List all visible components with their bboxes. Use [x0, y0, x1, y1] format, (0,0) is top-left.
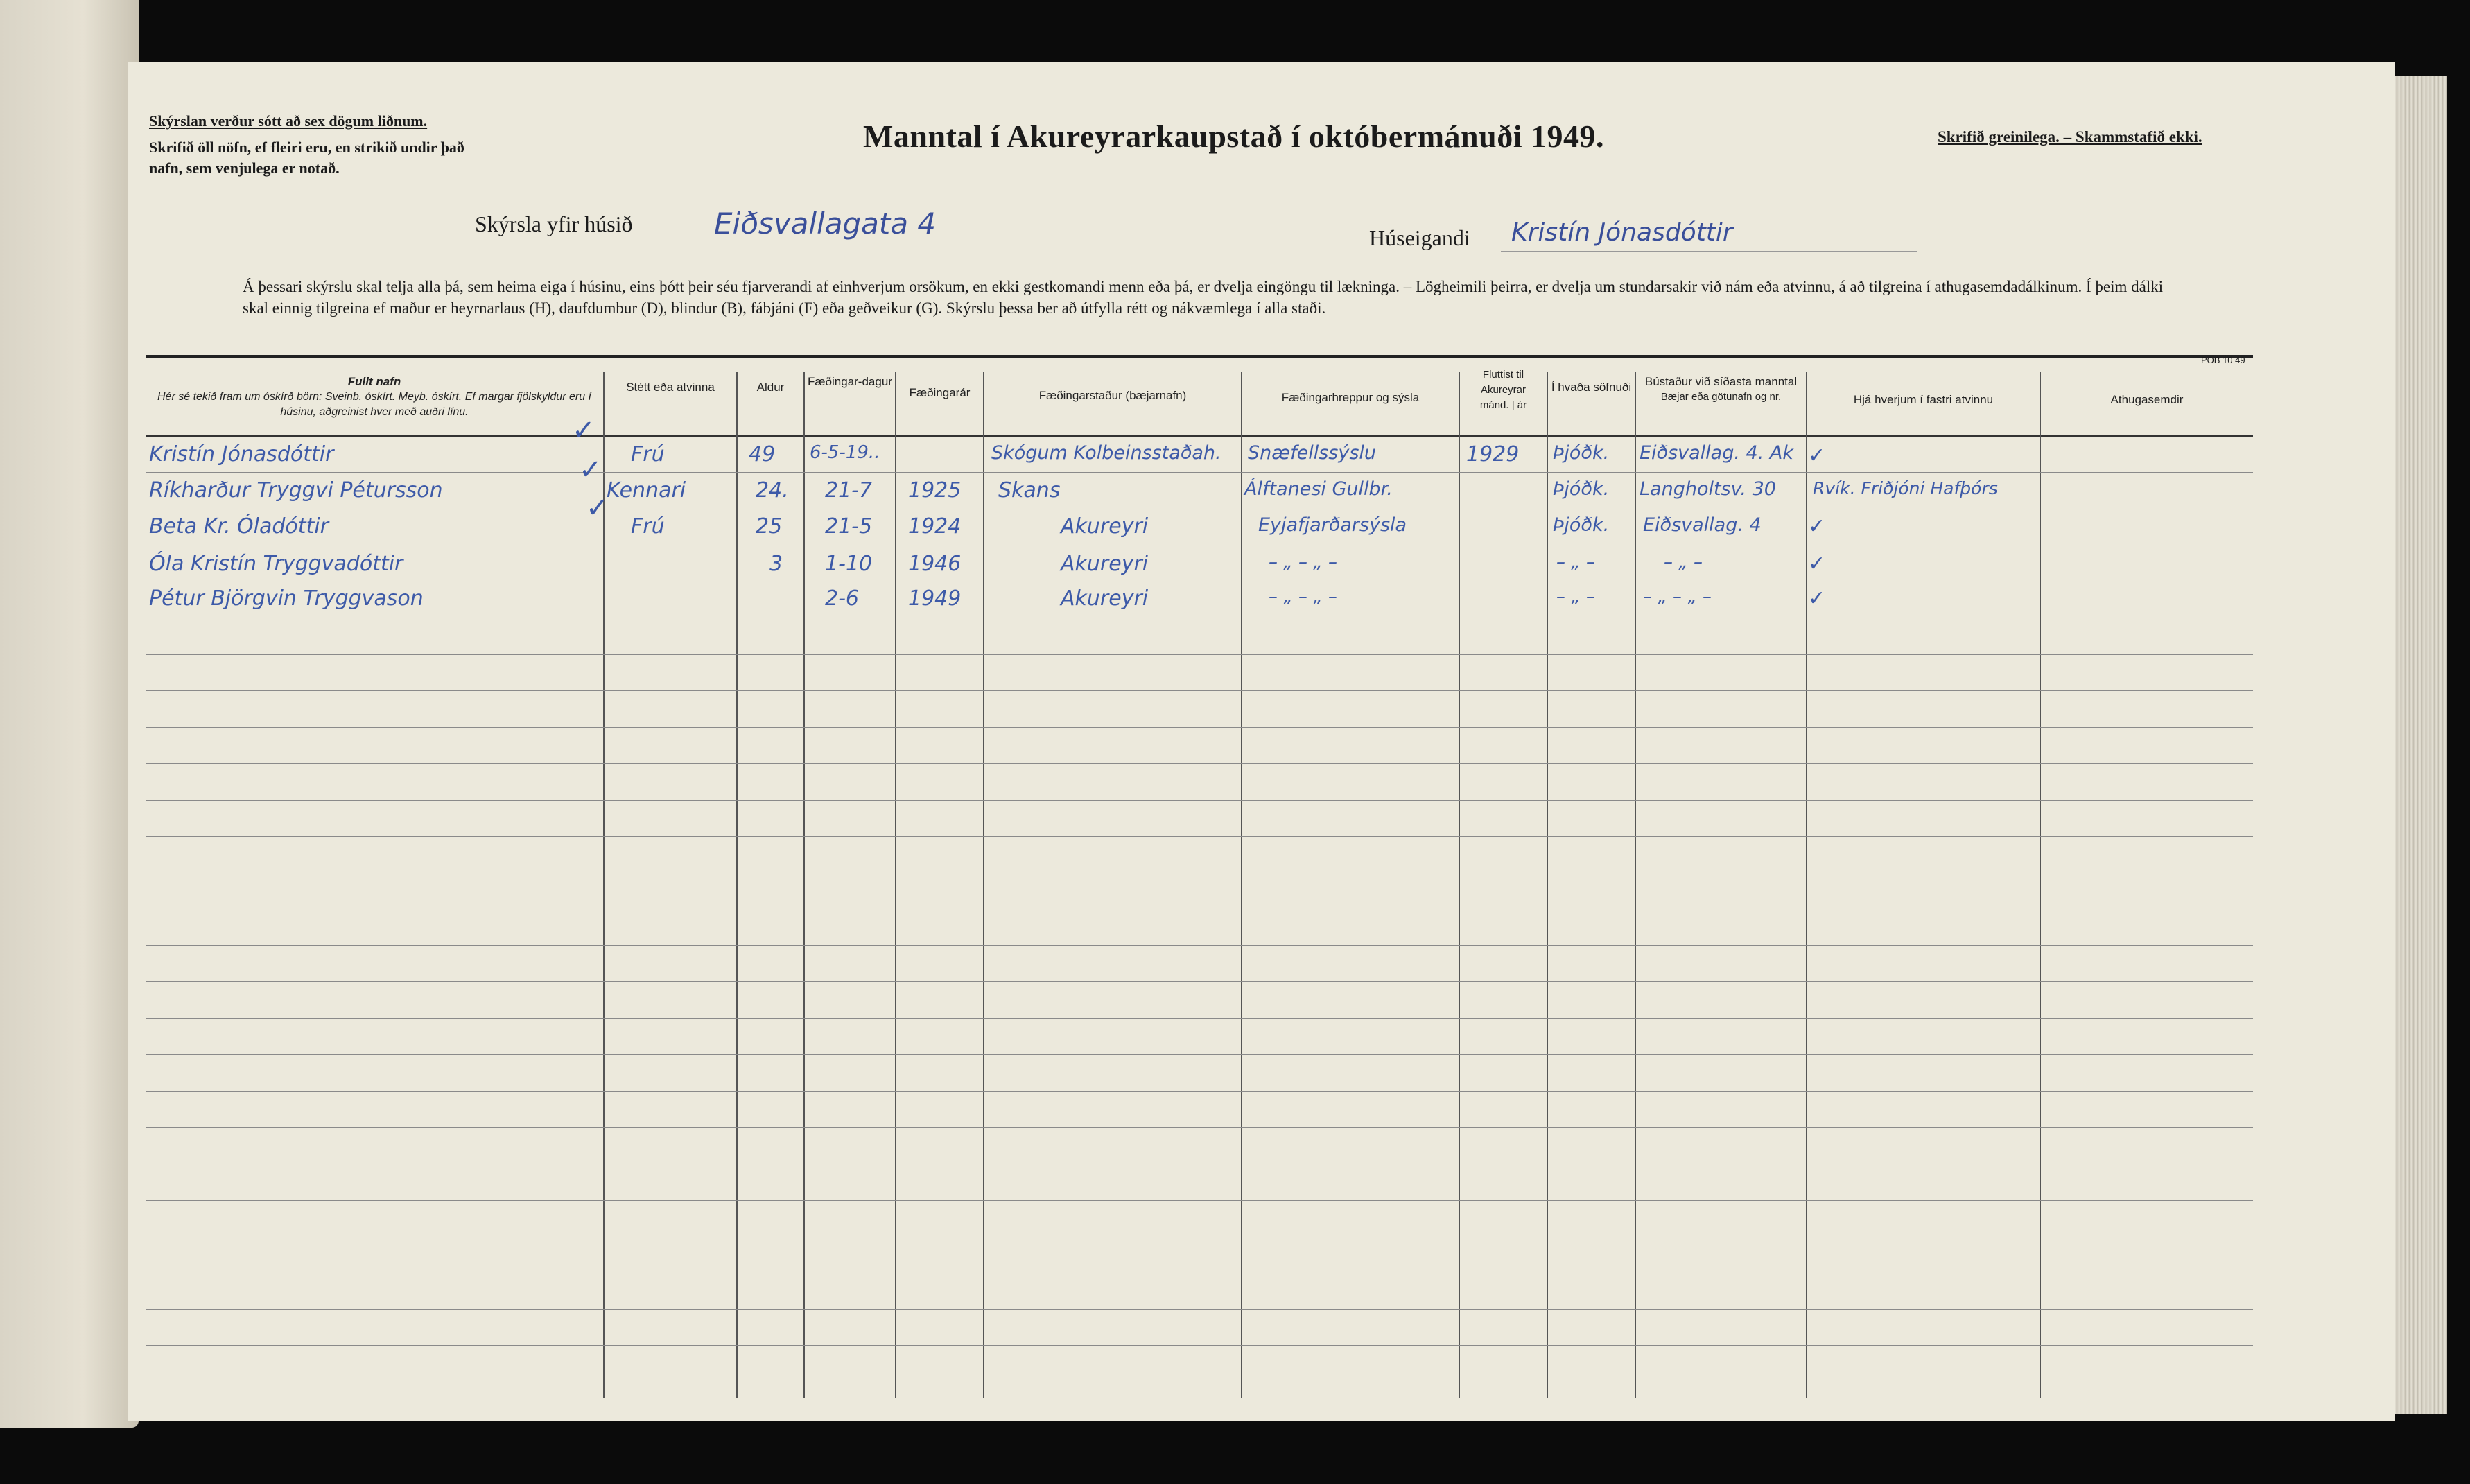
cell-birth-day: 6-5-19.. — [810, 442, 880, 463]
check-mark: ✓ — [579, 454, 602, 486]
col-divider — [1241, 372, 1242, 1398]
col-header-birth-place: Fæðingarstaður (bæjarnafn) — [1038, 389, 1187, 402]
col-name-sub: Hér sé tekið fram um óskírð börn: Sveinb. óskírt. Meyb. óskírt. Ef margar fjölskyldur eru í húsinu, aðgreinist hver með auðri línu. — [157, 391, 591, 418]
page-title: Manntal í Akureyrarkaupstað í októbermánuði 1949. — [863, 119, 1604, 154]
col-header-church: Í hvaða söfnuði — [1551, 381, 1632, 394]
cell-birth-place: Akureyri — [1061, 552, 1149, 576]
cell-moved: 1929 — [1466, 442, 1520, 466]
col-divider — [736, 372, 738, 1398]
cell-name: Óla Kristín Tryggvadóttir — [149, 552, 403, 576]
cell-age: 49 — [749, 442, 776, 466]
form-code: POB 10 49 — [2201, 355, 2245, 365]
ruled-line — [146, 981, 2253, 982]
col-name-title: Fullt nafn — [347, 375, 401, 388]
check-mark: ✓ — [1808, 586, 1826, 611]
cell-birth-day: 21-7 — [825, 478, 873, 503]
ruled-line — [146, 1200, 2253, 1201]
cell-birth-year: 1925 — [908, 478, 962, 503]
cell-church: – „ – — [1556, 552, 1595, 573]
cell-occupation: Frú — [631, 442, 665, 466]
instructions-right: Skrifið greinilega. – Skammstafið ekki. — [1938, 128, 2202, 146]
col-prev-sub: Bæjar eða götunafn og nr. — [1660, 391, 1782, 403]
cell-birth-year: 1949 — [908, 586, 962, 611]
table-top-rule — [146, 355, 2253, 358]
cell-birth-year: 1924 — [908, 514, 962, 539]
ruled-line — [146, 945, 2253, 946]
cell-birth-day: 1-10 — [825, 552, 873, 576]
header-bottom-rule — [146, 435, 2253, 437]
cell-church: – „ – — [1556, 586, 1595, 607]
ruled-line — [146, 1127, 2253, 1128]
cell-birth-place: Skans — [998, 478, 1061, 503]
cell-church: Þjóðk. — [1553, 478, 1610, 500]
check-mark: ✓ — [586, 492, 609, 524]
cell-birth-parish: Álftanesi Gullbr. — [1244, 478, 1393, 500]
col-divider — [803, 372, 805, 1398]
cell-age: 24. — [756, 478, 789, 503]
ruled-line — [146, 1309, 2253, 1310]
col-header-birth-year: Fæðingarár — [909, 386, 971, 399]
check-mark: ✓ — [1808, 552, 1826, 576]
ruled-line — [146, 472, 2253, 473]
col-divider — [603, 372, 605, 1398]
cell-birth-parish: Snæfellssýslu — [1248, 442, 1377, 464]
cell-birth-day: 2-6 — [825, 586, 859, 611]
cell-employer: Rvík. Friðjóni Hafþórs — [1813, 478, 1998, 498]
owner-label: Húseigandi — [1369, 225, 1470, 250]
cell-birth-year: 1946 — [908, 552, 962, 576]
instruction-paragraph: Á þessari skýrslu skal telja alla þá, sem heima eiga í húsinu, eins þótt þeir séu fjarverandi af einhverjum orsökum, en ekki gestkomandi menn eða þá, er dvelja eingöngu til lækninga. – Lögheimili þeirra, er dvelja um stundarsakir við nám eða atvinnu, á að tilgreina í athugasemdadálkinum. Í þeim dálki skal einnig tilgreina ef maður er heyrnarlaus (H), daufdumbur (D), blindur (B), fábjáni (F) eða geðveikur (G). Skýrslu þessa ber að útfylla rétt og nákvæmlega í alla staði. — [243, 278, 2164, 317]
col-divider — [1547, 372, 1548, 1398]
ruled-line — [146, 763, 2253, 764]
ruled-line — [146, 836, 2253, 837]
col-header-name — [146, 374, 603, 420]
report-label: Skýrsla yfir húsið — [475, 211, 633, 236]
col-header-birth-parish: Fæðingarhreppur og sýsla — [1281, 391, 1420, 404]
col-divider — [895, 372, 896, 1398]
ruled-line — [146, 1054, 2253, 1055]
cell-occupation: Frú — [631, 514, 665, 539]
cell-occupation: Kennari — [607, 478, 686, 503]
cell-prev-residence: Eiðsvallag. 4 — [1643, 514, 1762, 536]
check-mark: ✓ — [572, 414, 595, 446]
owner-value: Kristín Jónasdóttir — [1511, 218, 1733, 247]
col-moved-sub: mánd. | ár — [1479, 399, 1527, 411]
col-header-prev-residence — [1636, 374, 1806, 405]
deadline-notice: Skýrslan verður sótt að sex dögum liðnum. — [149, 112, 428, 130]
cell-age: 25 — [756, 514, 783, 539]
cell-birth-place: Akureyri — [1061, 586, 1149, 611]
cell-name: Kristín Jónasdóttir — [149, 442, 334, 466]
cell-name: Beta Kr. Óladóttir — [149, 514, 329, 539]
ruled-line — [146, 1345, 2253, 1346]
cell-birth-parish: – „ – „ – — [1269, 552, 1337, 573]
cell-prev-residence: Langholtsv. 30 — [1640, 478, 1776, 500]
cell-church: Þjóðk. — [1553, 442, 1610, 464]
col-divider — [1806, 372, 1807, 1398]
col-header-occupation: Stétt eða atvinna — [626, 381, 715, 394]
col-moved-title: Fluttist til Akureyrar — [1480, 369, 1527, 396]
cell-prev-residence: Eiðsvallag. 4. Ak — [1640, 442, 1793, 464]
col-header-remarks: Athugasemdir — [2110, 393, 2184, 406]
col-header-birth-day: Fæðingar-dagur — [808, 375, 892, 388]
cell-prev-residence: – „ – „ – — [1643, 586, 1712, 607]
col-prev-title: Bústaður við síðasta manntal — [1644, 375, 1798, 388]
col-header-moved — [1460, 367, 1547, 413]
ruled-line — [146, 1091, 2253, 1092]
ruled-line — [146, 1018, 2253, 1019]
cell-birth-parish: Eyjafjarðarsýsla — [1258, 514, 1407, 536]
cell-birth-place: Akureyri — [1061, 514, 1149, 539]
cell-name: Ríkharður Tryggvi Pétursson — [149, 478, 443, 503]
col-divider — [2040, 372, 2041, 1398]
owner-fill-line — [1501, 251, 1917, 252]
col-divider — [983, 372, 984, 1398]
register-page — [128, 62, 2395, 1421]
check-mark: ✓ — [1808, 514, 1826, 539]
cell-birth-parish: – „ – „ – — [1269, 586, 1337, 607]
cell-birth-day: 21-5 — [825, 514, 873, 539]
ruled-line — [146, 727, 2253, 728]
cell-prev-residence: – „ – — [1664, 552, 1703, 573]
ruled-line — [146, 800, 2253, 801]
col-divider — [1459, 372, 1460, 1398]
instructions-left — [149, 111, 496, 179]
names-notice: Skrifið öll nöfn, ef fleiri eru, en strikið undir það nafn, sem venjulega er notað. — [149, 139, 464, 177]
cell-birth-place: Skógum Kolbeinsstaðah. — [991, 442, 1221, 464]
cell-name: Pétur Björgvin Tryggvason — [149, 586, 424, 611]
ruled-line — [146, 654, 2253, 655]
cell-church: Þjóðk. — [1553, 514, 1610, 536]
col-divider — [1635, 372, 1636, 1398]
report-value: Eiðsvallagata 4 — [714, 207, 937, 241]
left-page-edge — [0, 0, 139, 1428]
check-mark: ✓ — [1808, 444, 1826, 468]
ruled-line — [146, 690, 2253, 691]
col-header-employer: Hjá hverjum í fastri atvinnu — [1853, 393, 1994, 406]
cell-age: 3 — [769, 552, 783, 576]
col-header-age: Aldur — [756, 381, 785, 394]
